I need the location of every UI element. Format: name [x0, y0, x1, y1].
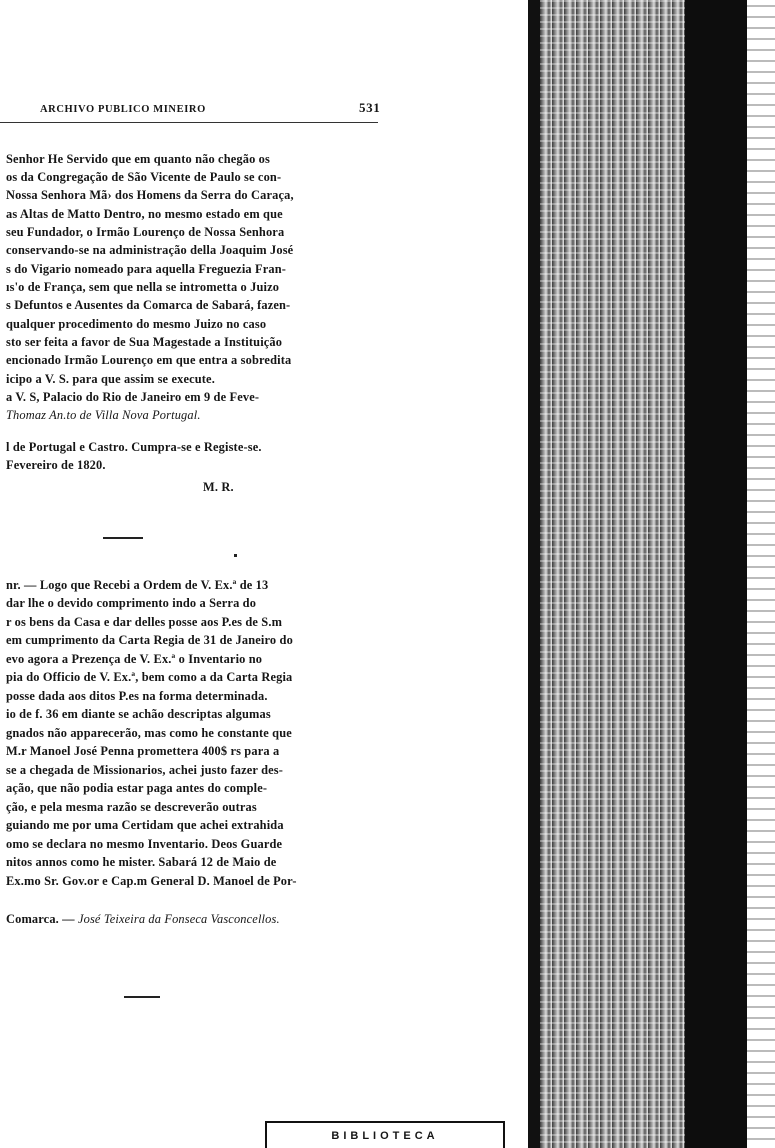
doc1-line: os da Congregação de São Vicente de Paulo se con-: [6, 170, 282, 184]
doc2-closing-signature: José Teixeira da Fonseca Vasconcellos.: [77, 912, 280, 926]
doc1-line: sto ser feita a favor de Sua Magestade a Instituição: [6, 335, 283, 349]
doc2-line: omo se declara no mesmo Inventario. Deos Guarde: [6, 837, 283, 851]
doc1-signature: Thomaz An.to de Villa Nova Portugal.: [6, 408, 201, 422]
doc1-line: icipo a V. S. para que assim se execute.: [6, 372, 215, 386]
doc1-initials: M. R.: [203, 480, 234, 494]
doc2-line: posse dada aos ditos P.es na forma determinada.: [6, 689, 268, 703]
speck: [234, 554, 237, 557]
library-stamp: [265, 1121, 505, 1148]
doc1-line: conservando-se na administração della Joaquim José: [6, 243, 294, 257]
doc1-line: ıs'o de França, sem que nella se intrometta o Juizo: [6, 280, 280, 294]
doc1-registration-line: l de Portugal e Castro. Cumpra-se e Registe-se.: [6, 440, 262, 454]
doc2-line: evo agora a Prezença de V. Ex.ª o Inventario no: [6, 652, 263, 666]
doc2-line: M.r Manoel José Penna promettera 400$ rs para a: [6, 744, 280, 758]
section-divider: [103, 537, 143, 539]
header-rule: [0, 122, 378, 123]
binding-spine: [685, 0, 747, 1148]
doc2-line: guiando me por uma Certidam que achei extrahida: [6, 818, 284, 832]
doc1-line: seu Fundador, o Irmão Lourenço de Nossa Senhora: [6, 225, 285, 239]
doc2-line: r os bens da Casa e dar delles posse aos P.es de S.m: [6, 615, 283, 629]
doc1-line: Senhor He Servido que em quanto não chegão os: [6, 152, 270, 166]
binding-shadow: [528, 0, 540, 1148]
page-number: 531: [359, 100, 381, 115]
doc1-line: as Altas de Matto Dentro, no mesmo estado em que: [6, 207, 283, 221]
page-edge: [747, 0, 775, 1148]
doc1-line: Nossa Senhora Mã› dos Homens da Serra do Caraça,: [6, 188, 294, 202]
doc1-registration-line: Fevereiro de 1820.: [6, 458, 106, 472]
doc1-line: encionado Irmão Lourenço em que entra a sobredita: [6, 353, 292, 367]
doc2-line: nitos annos como he mister. Sabará 12 de Maio de: [6, 855, 277, 869]
doc2-line: dar lhe o devido comprimento indo a Serra do: [6, 596, 257, 610]
doc2-line: pia do Officio de V. Ex.ª, bem como a da Carta Regia: [6, 670, 293, 684]
doc2-closing: [6, 912, 280, 926]
doc1-line: s do Vigario nomeado para aquella Freguezia Fran-: [6, 262, 287, 276]
doc2-line: em cumprimento da Carta Regia de 31 de Janeiro do: [6, 633, 293, 647]
doc2-line: ção, e pela mesma razão se descreverão outras: [6, 800, 257, 814]
doc2-line: io de f. 36 em diante se achão descriptas algumas: [6, 707, 271, 721]
doc2-closing-prefix: Comarca. —: [6, 912, 78, 926]
section-divider: [124, 996, 160, 998]
doc2-line: se a chegada de Missionarios, achei justo fazer des-: [6, 763, 284, 777]
doc2-line: nr. — Logo que Recebi a Ordem de V. Ex.ª de 13: [6, 578, 269, 592]
doc1-line: s Defuntos e Ausentes da Comarca de Sabará, fazen-: [6, 298, 291, 312]
doc2-line: Ex.mo Sr. Gov.or e Cap.m General D. Manoel de Por-: [6, 874, 297, 888]
running-head-title: ARCHIVO PUBLICO MINEIRO: [40, 104, 206, 115]
doc2-line: gnados não apparecerão, mas como he constante que: [6, 726, 292, 740]
doc1-line: qualquer procedimento do mesmo Juizo no caso: [6, 317, 267, 331]
doc2-line: ação, que não podia estar paga antes do comple-: [6, 781, 268, 795]
library-stamp-text: BIBLIOTECA: [331, 1130, 439, 1142]
doc1-line: a V. S, Palacio do Rio de Janeiro em 9 de Feve-: [6, 390, 260, 404]
